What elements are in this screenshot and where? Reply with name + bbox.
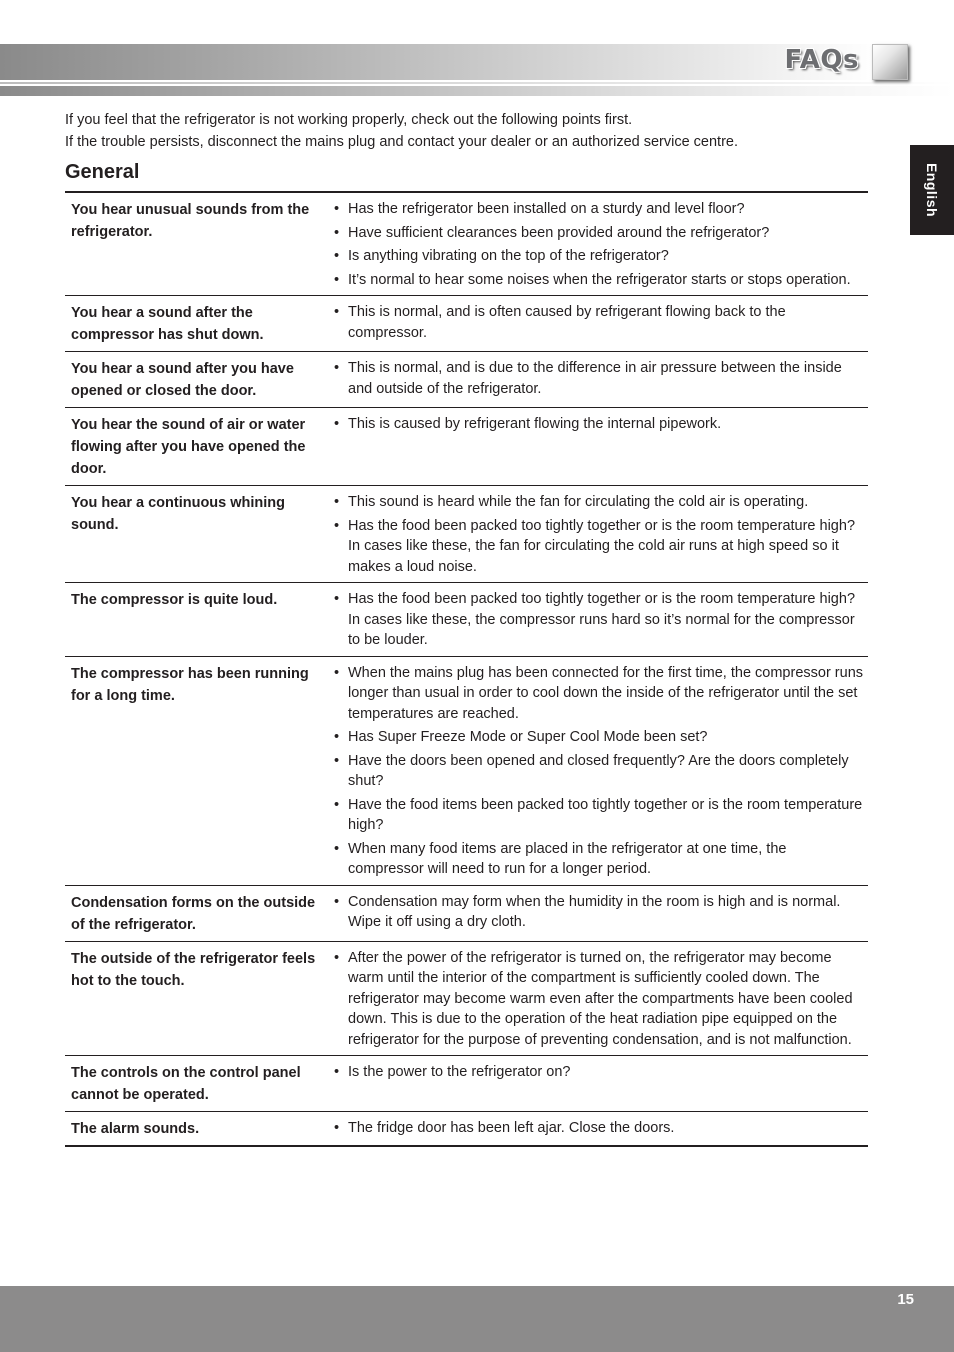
faq-row	[65, 486, 868, 583]
faq-answer-cell	[332, 885, 868, 941]
faq-answer-list	[332, 892, 864, 933]
faq-table-body	[65, 192, 868, 1146]
faq-question: The controls on the control panel cannot be operated.	[65, 1056, 332, 1112]
faq-answer-item: • Condensation may form when the humidity in the room is high and is normal. Wipe it off using a dry cloth.	[332, 892, 864, 933]
faq-answer-cell	[332, 486, 868, 583]
faq-row	[65, 656, 868, 885]
faq-question: The alarm sounds.	[65, 1112, 332, 1147]
faq-answer-item: • When the mains plug has been connected for the first time, the compressor runs longer than usual in order to cool down the inside of the refrigerator until the set temperatures are reached.	[332, 663, 864, 725]
faq-row	[65, 1056, 868, 1112]
intro-line: If you feel that the refrigerator is not working properly, check out the following points first.	[65, 112, 633, 128]
faq-answer-item: • After the power of the refrigerator is turned on, the refrigerator may become warm until the interior of the compartment is sufficiently cooled down. The refrigerator may become warm even after the compartments have been cooled down. This is due to the operation of the heat radiation pipe equipped on the refrigerator for the purpose of preventing condensation, and is not malfunction.	[332, 948, 864, 1051]
faq-answer-list	[332, 302, 864, 343]
faq-answer-list	[332, 948, 864, 1051]
page-number: 15	[897, 1291, 914, 1308]
faq-answer-list	[332, 589, 864, 651]
faq-answer-list	[332, 1118, 864, 1139]
faq-question: The compressor is quite loud.	[65, 583, 332, 657]
faq-answer-cell	[332, 408, 868, 486]
faq-answer-item: • Has Super Freeze Mode or Super Cool Mode been set?	[332, 727, 864, 748]
faq-answer-item: • The fridge door has been left ajar. Close the doors.	[332, 1118, 864, 1139]
faq-answer-item: • This is caused by refrigerant flowing the internal pipework.	[332, 414, 864, 435]
faq-question: You hear a sound after the compressor has shut down.	[65, 296, 332, 352]
header-square-icon	[872, 44, 908, 80]
faq-answer-list	[332, 1062, 864, 1083]
faq-row	[65, 408, 868, 486]
faq-answer-cell	[332, 941, 868, 1056]
header-divider-thin	[0, 82, 954, 84]
faq-question: Condensation forms on the outside of the refrigerator.	[65, 885, 332, 941]
faq-answer-item: • Have the doors been opened and closed frequently? Are the doors completely shut?	[332, 751, 864, 792]
section-heading: General	[65, 161, 140, 183]
faq-table	[65, 191, 868, 1147]
faq-answer-cell	[332, 352, 868, 408]
page-title: FAQs	[784, 45, 859, 75]
faq-row	[65, 583, 868, 657]
faq-answer-item: • Is the power to the refrigerator on?	[332, 1062, 864, 1083]
intro-line: If the trouble persists, disconnect the mains plug and contact your dealer or an authorized service centre.	[65, 134, 739, 150]
faq-answer-item: • Has the refrigerator been installed on a sturdy and level floor?	[332, 199, 864, 220]
faq-answer-item: • Has the food been packed too tightly together or is the room temperature high? In cases like these, the fan for circulating the cold air runs at high speed so it makes a loud noise.	[332, 516, 864, 578]
faq-row	[65, 296, 868, 352]
faq-answer-cell	[332, 192, 868, 296]
faq-answer-item: • It’s normal to hear some noises when the refrigerator starts or stops operation.	[332, 270, 864, 291]
faq-question: You hear the sound of air or water flowing after you have opened the door.	[65, 408, 332, 486]
faq-question: The outside of the refrigerator feels hot to the touch.	[65, 941, 332, 1056]
header-divider	[0, 86, 954, 96]
faq-answer-list	[332, 663, 864, 880]
faq-answer-list	[332, 492, 864, 577]
footer-bar	[0, 1286, 954, 1352]
faq-question: The compressor has been running for a long time.	[65, 656, 332, 885]
faq-row	[65, 1112, 868, 1147]
faq-answer-item: • This is normal, and is often caused by refrigerant flowing back to the compressor.	[332, 302, 864, 343]
faq-answer-item: • Has the food been packed too tightly together or is the room temperature high? In cases like these, the compressor runs hard so it’s normal for the compressor to be louder.	[332, 589, 864, 651]
faq-answer-cell	[332, 296, 868, 352]
faq-row	[65, 941, 868, 1056]
faq-answer-list	[332, 358, 864, 399]
faq-answer-list	[332, 199, 864, 290]
faq-answer-cell	[332, 583, 868, 657]
faq-answer-list	[332, 414, 864, 435]
faq-answer-item: • Is anything vibrating on the top of the refrigerator?	[332, 246, 864, 267]
faq-answer-item: • This sound is heard while the fan for circulating the cold air is operating.	[332, 492, 864, 513]
faq-row	[65, 885, 868, 941]
faq-question: You hear a sound after you have opened or closed the door.	[65, 352, 332, 408]
faq-answer-cell	[332, 1112, 868, 1147]
faq-row	[65, 352, 868, 408]
faq-answer-item: • Have the food items been packed too tightly together or is the room temperature high?	[332, 795, 864, 836]
intro-text	[65, 109, 885, 153]
faq-answer-item: • When many food items are placed in the refrigerator at one time, the compressor will need to run for a longer period.	[332, 839, 864, 880]
faq-answer-item: • Have sufficient clearances been provided around the refrigerator?	[332, 223, 864, 244]
faq-row	[65, 192, 868, 296]
faq-answer-cell	[332, 1056, 868, 1112]
language-tab	[910, 145, 954, 235]
faq-question: You hear unusual sounds from the refrigerator.	[71, 202, 310, 240]
faq-answer-item: • This is normal, and is due to the difference in air pressure between the inside and outside of the refrigerator.	[332, 358, 864, 399]
faq-answer-cell	[332, 656, 868, 885]
language-tab-label: English	[924, 162, 940, 218]
faq-question: You hear a continuous whining sound.	[65, 486, 332, 583]
